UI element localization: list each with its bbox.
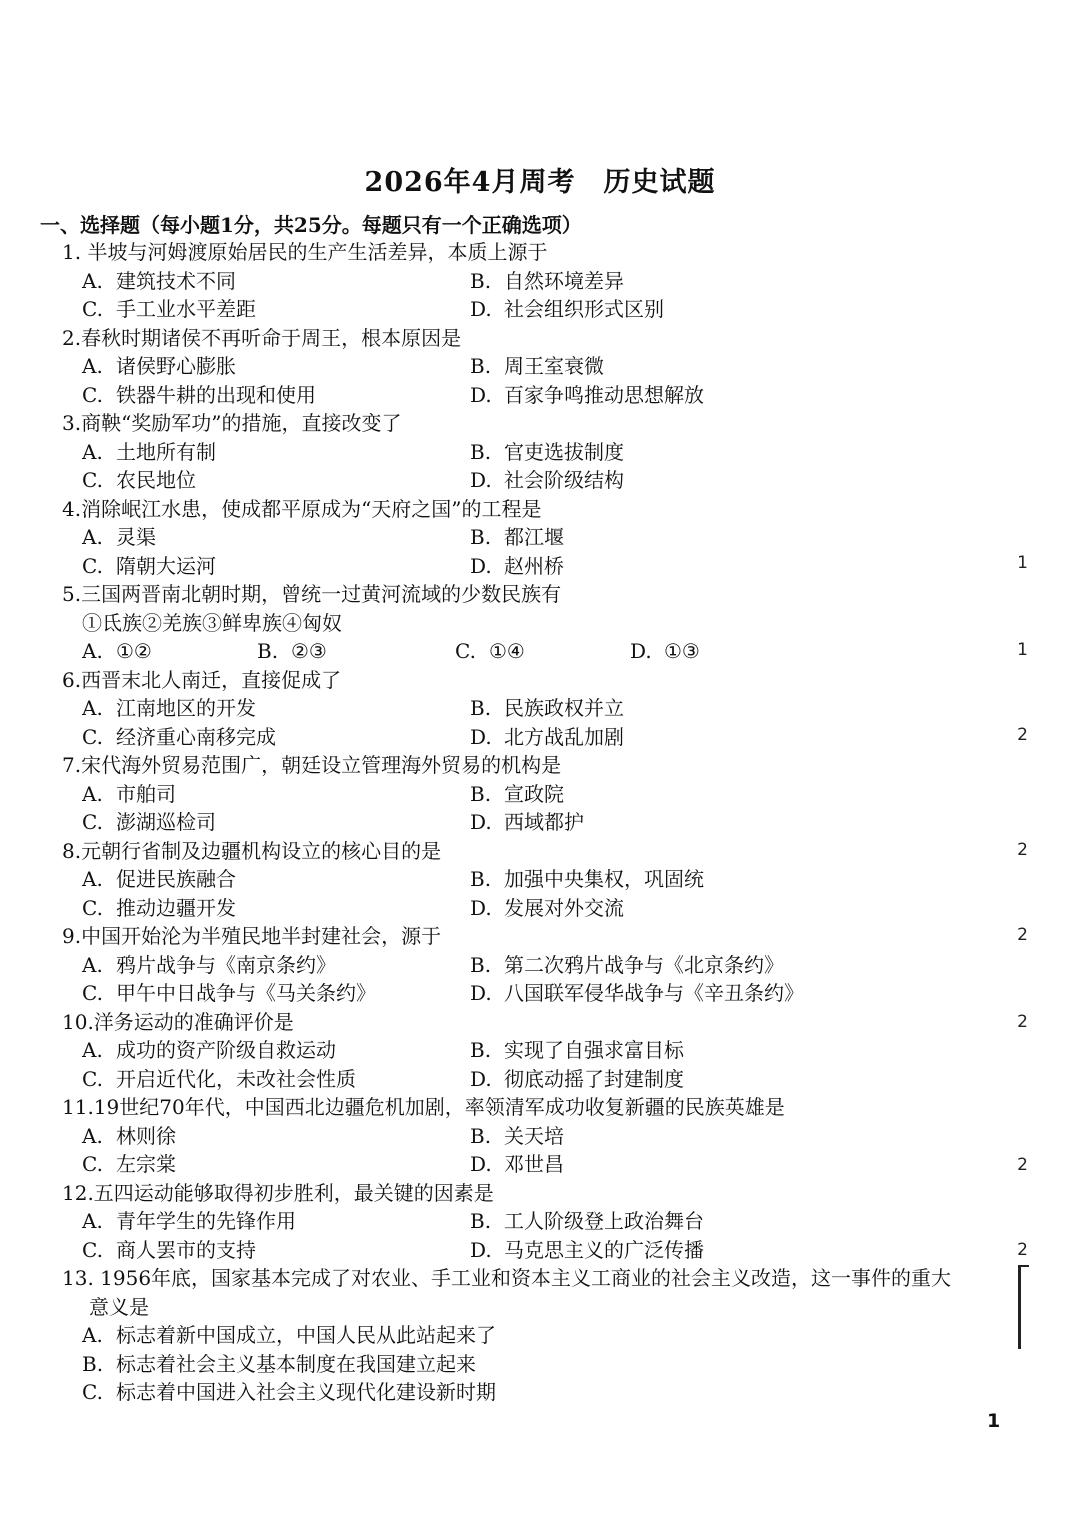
option-text: ①③ bbox=[664, 639, 700, 663]
question-stem-continuation: 意义是 bbox=[89, 1294, 149, 1319]
option-list bbox=[62, 523, 992, 580]
option bbox=[82, 723, 470, 752]
option-text: 市舶司 bbox=[116, 781, 176, 806]
question-stem bbox=[62, 1008, 992, 1037]
option-text: 左宗棠 bbox=[116, 1152, 176, 1176]
option-text: 青年学生的先锋作用 bbox=[116, 1209, 296, 1233]
option bbox=[82, 381, 470, 410]
option-list bbox=[62, 352, 992, 409]
option-key: D. bbox=[470, 1237, 492, 1262]
option-key: D. bbox=[470, 724, 492, 749]
question-stem bbox=[62, 238, 992, 267]
option-key: B. bbox=[470, 952, 492, 977]
option-text: 社会组织形式区别 bbox=[504, 297, 664, 321]
question-stem bbox=[62, 666, 992, 695]
option bbox=[82, 295, 470, 324]
question-6 bbox=[62, 666, 992, 752]
option-text: 灵渠 bbox=[116, 525, 156, 549]
option-text: 邓世昌 bbox=[504, 1152, 564, 1176]
option bbox=[470, 352, 858, 381]
option bbox=[82, 1036, 470, 1065]
question-stem-text: 2.春秋时期诸侯不再听命于周王，根本原因是 bbox=[62, 325, 462, 350]
option bbox=[470, 1065, 858, 1094]
option-key: A. bbox=[82, 639, 103, 663]
option-text: 铁器牛耕的出现和使用 bbox=[116, 382, 316, 407]
option-text: 自然环境差异 bbox=[504, 268, 624, 293]
option bbox=[82, 808, 470, 837]
option-key: A. bbox=[82, 867, 103, 891]
option-key: D. bbox=[470, 895, 492, 920]
option-list bbox=[62, 267, 992, 324]
page-number: 1 bbox=[987, 1410, 1001, 1432]
option-text: 开启近代化，未改社会性质 bbox=[116, 1066, 356, 1091]
option bbox=[82, 523, 470, 552]
option bbox=[470, 780, 858, 809]
margin-mark: 2 bbox=[1017, 1155, 1028, 1175]
question-stem-text: 6.西晋末北人南迁，直接促成了 bbox=[62, 667, 342, 692]
option-text: 鸦片战争与《南京条约》 bbox=[116, 952, 336, 977]
option bbox=[470, 979, 858, 1008]
option bbox=[630, 637, 805, 666]
option-key: C. bbox=[82, 810, 103, 834]
option-key: D. bbox=[470, 1066, 492, 1091]
question-stem bbox=[62, 1093, 992, 1122]
option-key: C. bbox=[82, 468, 103, 492]
option-key: B. bbox=[257, 639, 279, 663]
option-text: 经济重心南移完成 bbox=[116, 724, 276, 749]
option-text: ①④ bbox=[489, 639, 525, 663]
option-list bbox=[62, 1122, 992, 1179]
option-key: D. bbox=[630, 639, 652, 663]
margin-mark: 1 bbox=[1017, 553, 1028, 573]
option-list bbox=[62, 438, 992, 495]
question-stem bbox=[62, 580, 992, 609]
option-key: A. bbox=[82, 525, 103, 549]
option bbox=[82, 951, 470, 980]
option-text: 商人罢市的支持 bbox=[116, 1237, 256, 1262]
question-stem bbox=[62, 751, 992, 780]
question-stem-text: 3.商鞅“奖励军功”的措施，直接改变了 bbox=[62, 411, 402, 435]
option bbox=[82, 1150, 470, 1179]
question-stem-text: 4.消除岷江水患，使成都平原成为“天府之国”的工程是 bbox=[62, 496, 542, 521]
option-key: B. bbox=[470, 1123, 492, 1148]
margin-mark: 2 bbox=[1017, 840, 1028, 860]
option bbox=[470, 894, 858, 923]
option bbox=[470, 723, 858, 752]
option bbox=[82, 1122, 470, 1151]
option-list bbox=[62, 780, 992, 837]
option-key: A. bbox=[82, 1323, 103, 1347]
option-key: B. bbox=[82, 1351, 104, 1376]
option bbox=[82, 352, 470, 381]
option bbox=[470, 1207, 858, 1236]
question-stem bbox=[62, 495, 992, 524]
option-list bbox=[62, 865, 992, 922]
option-text: 彻底动摇了封建制度 bbox=[504, 1066, 684, 1091]
option-list bbox=[62, 1321, 992, 1407]
option-text: 甲午中日战争与《马关条约》 bbox=[116, 981, 376, 1005]
option bbox=[470, 951, 858, 980]
question-10 bbox=[62, 1008, 992, 1094]
question-2 bbox=[62, 324, 992, 410]
question-9 bbox=[62, 922, 992, 1008]
option bbox=[82, 979, 470, 1008]
option-text: 标志着社会主义基本制度在我国建立起来 bbox=[116, 1351, 476, 1376]
option-text: 澎湖巡检司 bbox=[116, 810, 216, 834]
option-text: 第二次鸦片战争与《北京条约》 bbox=[504, 952, 784, 977]
option bbox=[470, 267, 858, 296]
option-key: C. bbox=[82, 382, 103, 407]
option-key: B. bbox=[470, 268, 492, 293]
option bbox=[82, 552, 470, 581]
option-key: A. bbox=[82, 1038, 103, 1062]
option-text: 成功的资产阶级自救运动 bbox=[116, 1038, 336, 1062]
option-key: B. bbox=[470, 525, 492, 549]
option bbox=[82, 1378, 982, 1407]
option-key: A. bbox=[82, 952, 103, 977]
option-text: 农民地位 bbox=[116, 468, 196, 492]
option-text: 官吏选拔制度 bbox=[504, 439, 624, 464]
option bbox=[82, 1236, 470, 1265]
option-key: A. bbox=[82, 1209, 103, 1233]
option bbox=[470, 523, 858, 552]
option bbox=[470, 694, 858, 723]
option-key: D. bbox=[470, 297, 492, 321]
margin-mark: 1 bbox=[1017, 640, 1028, 660]
margin-mark: 2 bbox=[1017, 725, 1028, 745]
option-list bbox=[62, 1207, 992, 1264]
option-key: A. bbox=[82, 696, 103, 720]
option-key: C. bbox=[82, 297, 103, 321]
option-key: C. bbox=[82, 895, 103, 920]
option-key: A. bbox=[82, 354, 103, 378]
question-stem-text: 11.19世纪70年代，中国西北边疆危机加剧，率领清军成功收复新疆的民族英雄是 bbox=[62, 1095, 785, 1119]
option-text: 西域都护 bbox=[504, 810, 584, 834]
option-text: 百家争鸣推动思想解放 bbox=[504, 382, 704, 407]
option-key: B. bbox=[470, 867, 492, 891]
option-text: ①② bbox=[116, 639, 152, 663]
option-text: 赵州桥 bbox=[504, 553, 564, 578]
question-stem bbox=[62, 1179, 992, 1208]
option-text: 加强中央集权，巩固统 bbox=[504, 867, 704, 891]
option bbox=[470, 1122, 858, 1151]
option-text: 发展对外交流 bbox=[504, 895, 624, 920]
option bbox=[82, 894, 470, 923]
question-11 bbox=[62, 1093, 992, 1179]
question-stem-text: 5.三国两晋南北朝时期，曾统一过黄河流域的少数民族有 bbox=[62, 582, 562, 606]
question-list bbox=[62, 238, 992, 1407]
option bbox=[82, 438, 470, 467]
option-key: C. bbox=[455, 639, 476, 663]
option-key: A. bbox=[82, 1123, 103, 1148]
option bbox=[82, 267, 470, 296]
option-text: 标志着中国进入社会主义现代化建设新时期 bbox=[116, 1380, 496, 1404]
option bbox=[82, 865, 470, 894]
question-1 bbox=[62, 238, 992, 324]
option-text: 马克思主义的广泛传播 bbox=[504, 1237, 704, 1262]
question-12 bbox=[62, 1179, 992, 1265]
option bbox=[470, 808, 858, 837]
section-heading: 一、选择题（每小题1分，共25分。每题只有一个正确选项） bbox=[40, 213, 582, 237]
question-stem-text: 13. 1956年底，国家基本完成了对农业、手工业和资本主义工商业的社会主义改造，这一事件的重大 bbox=[62, 1266, 952, 1290]
question-stem bbox=[62, 324, 992, 353]
question-stem-text: 1. 半坡与河姆渡原始居民的生产生活差异，本质上源于 bbox=[62, 240, 548, 264]
question-8 bbox=[62, 837, 992, 923]
option-key: C. bbox=[82, 553, 103, 578]
option bbox=[470, 381, 858, 410]
option-list bbox=[62, 694, 992, 751]
option-key: A. bbox=[82, 781, 103, 806]
question-4 bbox=[62, 495, 992, 581]
option-key: D. bbox=[470, 810, 492, 834]
question-7 bbox=[62, 751, 992, 837]
option-text: 推动边疆开发 bbox=[116, 895, 236, 920]
question-stem-text: 10.洋务运动的准确评价是 bbox=[62, 1009, 294, 1034]
option-key: D. bbox=[470, 1152, 492, 1176]
question-sub-items: ①氐族②羌族③鲜卑族④匈奴 bbox=[82, 610, 342, 635]
option bbox=[82, 694, 470, 723]
option-list bbox=[62, 637, 992, 666]
option-text: 关天培 bbox=[504, 1123, 564, 1148]
option-key: D. bbox=[470, 468, 492, 492]
question-stem bbox=[62, 409, 992, 438]
option bbox=[82, 637, 257, 666]
option-key: B. bbox=[470, 439, 492, 464]
question-stem-text: 7.宋代海外贸易范围广，朝廷设立管理海外贸易的机构是 bbox=[62, 753, 562, 777]
option bbox=[470, 1236, 858, 1265]
option-text: 宣政院 bbox=[504, 781, 564, 806]
option bbox=[470, 438, 858, 467]
option-key: D. bbox=[470, 981, 492, 1005]
option bbox=[470, 466, 858, 495]
option-text: 建筑技术不同 bbox=[116, 268, 236, 293]
option bbox=[82, 466, 470, 495]
option-text: 工人阶级登上政治舞台 bbox=[504, 1209, 704, 1233]
option-text: 诸侯野心膨胀 bbox=[116, 354, 236, 378]
option bbox=[82, 780, 470, 809]
option-text: 周王室衰微 bbox=[504, 354, 604, 378]
option bbox=[82, 1350, 982, 1379]
option bbox=[82, 1065, 470, 1094]
option bbox=[257, 637, 455, 666]
margin-mark: 2 bbox=[1017, 925, 1028, 945]
option-key: C. bbox=[82, 1066, 103, 1091]
option-key: D. bbox=[470, 553, 492, 578]
margin-bracket bbox=[1018, 1265, 1029, 1349]
question-stem-text: 12.五四运动能够取得初步胜利，最关键的因素是 bbox=[62, 1180, 494, 1205]
option-key: B. bbox=[470, 696, 492, 720]
option-text: 都江堰 bbox=[504, 525, 564, 549]
option-text: ②③ bbox=[291, 639, 327, 663]
option bbox=[470, 552, 858, 581]
option-text: 民族政权并立 bbox=[504, 696, 624, 720]
option bbox=[470, 1150, 858, 1179]
option bbox=[470, 865, 858, 894]
question-stem bbox=[62, 837, 992, 866]
option-key: A. bbox=[82, 268, 103, 293]
option-key: C. bbox=[82, 1380, 103, 1404]
option-text: 隋朝大运河 bbox=[116, 553, 216, 578]
option-list bbox=[62, 1036, 992, 1093]
option-text: 八国联军侵华战争与《辛丑条约》 bbox=[504, 981, 804, 1005]
option-text: 手工业水平差距 bbox=[116, 297, 256, 321]
option-text: 促进民族融合 bbox=[116, 867, 236, 891]
option-text: 实现了自强求富目标 bbox=[504, 1038, 684, 1062]
option-key: A. bbox=[82, 439, 103, 464]
option-text: 北方战乱加剧 bbox=[504, 724, 624, 749]
option bbox=[455, 637, 630, 666]
option-key: B. bbox=[470, 1209, 492, 1233]
option-key: B. bbox=[470, 781, 492, 806]
option-text: 社会阶级结构 bbox=[504, 468, 624, 492]
option-list bbox=[62, 951, 992, 1008]
option-text: 林则徐 bbox=[116, 1123, 176, 1148]
option-key: C. bbox=[82, 981, 103, 1005]
option-text: 标志着新中国成立，中国人民从此站起来了 bbox=[116, 1323, 496, 1347]
page-title: 2026年4月周考 历史试题 bbox=[364, 167, 716, 198]
margin-mark: 2 bbox=[1017, 1012, 1028, 1032]
option-key: C. bbox=[82, 724, 103, 749]
option-text: 土地所有制 bbox=[116, 439, 216, 464]
option-key: C. bbox=[82, 1152, 103, 1176]
option bbox=[470, 295, 858, 324]
option bbox=[82, 1321, 982, 1350]
question-5 bbox=[62, 580, 992, 666]
margin-mark: 2 bbox=[1017, 1240, 1028, 1260]
option-text: 江南地区的开发 bbox=[116, 696, 256, 720]
option-key: B. bbox=[470, 354, 492, 378]
question-stem-text: 8.元朝行省制及边疆机构设立的核心目的是 bbox=[62, 838, 442, 863]
question-3 bbox=[62, 409, 992, 495]
question-stem bbox=[62, 1264, 992, 1321]
option bbox=[470, 1036, 858, 1065]
option-key: B. bbox=[470, 1038, 492, 1062]
question-stem bbox=[62, 922, 992, 951]
question-stem-text: 9.中国开始沦为半殖民地半封建社会，源于 bbox=[62, 924, 442, 948]
option-key: D. bbox=[470, 382, 492, 407]
option bbox=[82, 1207, 470, 1236]
option-key: C. bbox=[82, 1237, 103, 1262]
question-13 bbox=[62, 1264, 992, 1407]
